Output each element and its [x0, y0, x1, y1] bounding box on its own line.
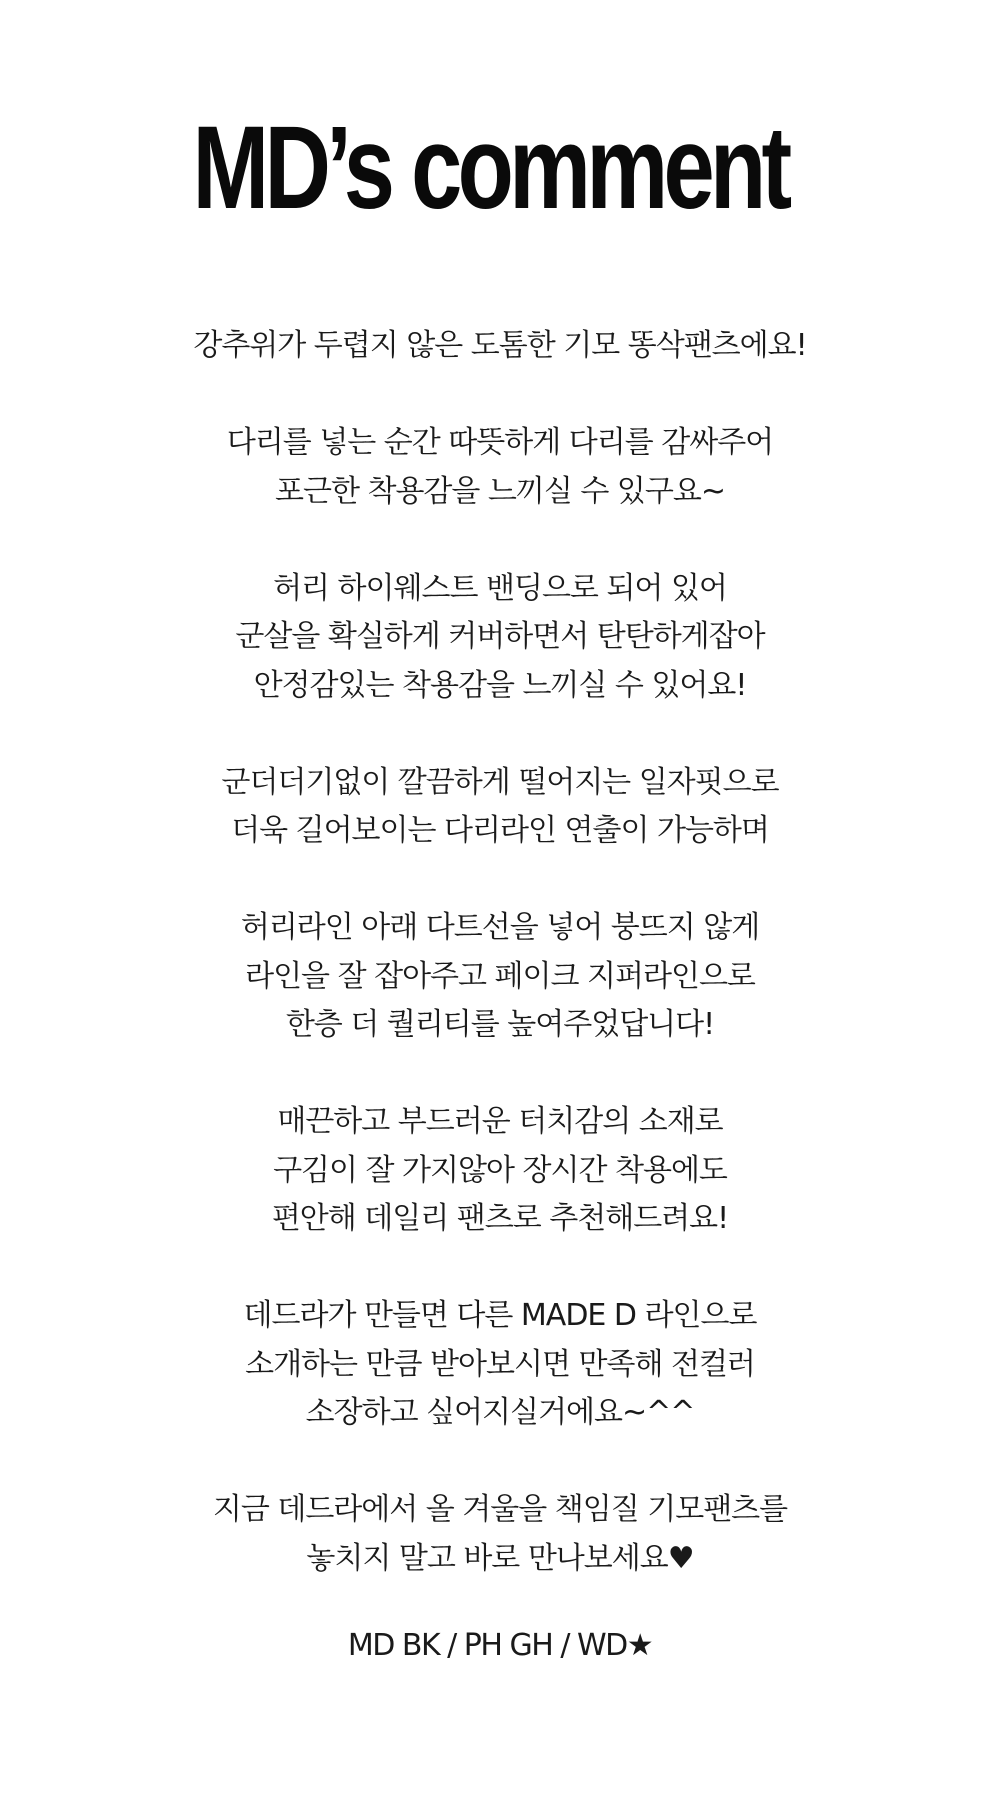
comment-line: 군더더기없이 깔끔하게 떨어지는 일자핏으로 — [221, 764, 779, 800]
comment-line: 소개하는 만큼 받아보시면 만족해 전컬러 — [245, 1346, 755, 1382]
comment-line: 소장하고 싶어지실거에요~^^ — [305, 1395, 695, 1430]
comment-line: 강추위가 두렵지 않은 도톰한 기모 똥삭팬츠에요! — [193, 328, 807, 363]
comment-line: 구김이 잘 가지않아 장시간 착용에도 — [273, 1152, 727, 1188]
comment-paragraph — [0, 759, 1000, 856]
comment-line: 데드라가 만들면 다른 MADE D 라인으로 — [243, 1298, 757, 1333]
comment-paragraph — [0, 419, 1000, 516]
comment-line: 군살을 확실하게 커버하면서 탄탄하게잡아 — [235, 619, 765, 654]
comment-paragraph — [0, 1486, 1000, 1583]
comment-paragraph — [0, 565, 1000, 711]
comment-paragraph — [0, 1292, 1000, 1438]
comment-line: 한층 더 퀄리티를 높여주었답니다! — [285, 1007, 715, 1042]
comment-body — [0, 322, 1000, 1632]
comment-line: 더욱 길어보이는 다리라인 연출이 가능하며 — [231, 813, 769, 848]
comment-line: 허리 하이웨스트 밴딩으로 되어 있어 — [273, 570, 727, 606]
comment-line: 편안해 데일리 팬츠로 추천해드려요! — [271, 1201, 729, 1236]
comment-line: 안정감있는 착용감을 느끼실 수 있어요! — [253, 667, 747, 703]
comment-paragraph — [0, 1098, 1000, 1244]
page-title: MD’s comment — [192, 102, 788, 234]
credits-signature: MD BK / PH GH / WD★ — [347, 1628, 653, 1663]
comment-line: 다리를 넣는 순간 따뜻하게 다리를 감싸주어 — [226, 425, 774, 460]
comment-paragraph — [0, 904, 1000, 1050]
comment-line: 허리라인 아래 다트선을 넣어 붕뜨지 않게 — [240, 910, 760, 945]
comment-line: 지금 데드라에서 올 겨울을 책임질 기모팬츠를 — [212, 1492, 788, 1527]
comment-line: 포근한 착용감을 느끼실 수 있구요~ — [274, 473, 725, 509]
comment-line: 매끈하고 부드러운 터치감의 소재로 — [277, 1104, 723, 1139]
comment-paragraph — [0, 322, 1000, 371]
comment-line: 라인을 잘 잡아주고 페이크 지퍼라인으로 — [245, 958, 755, 994]
comment-line: 놓치지 말고 바로 만나보세요♥ — [306, 1540, 694, 1576]
